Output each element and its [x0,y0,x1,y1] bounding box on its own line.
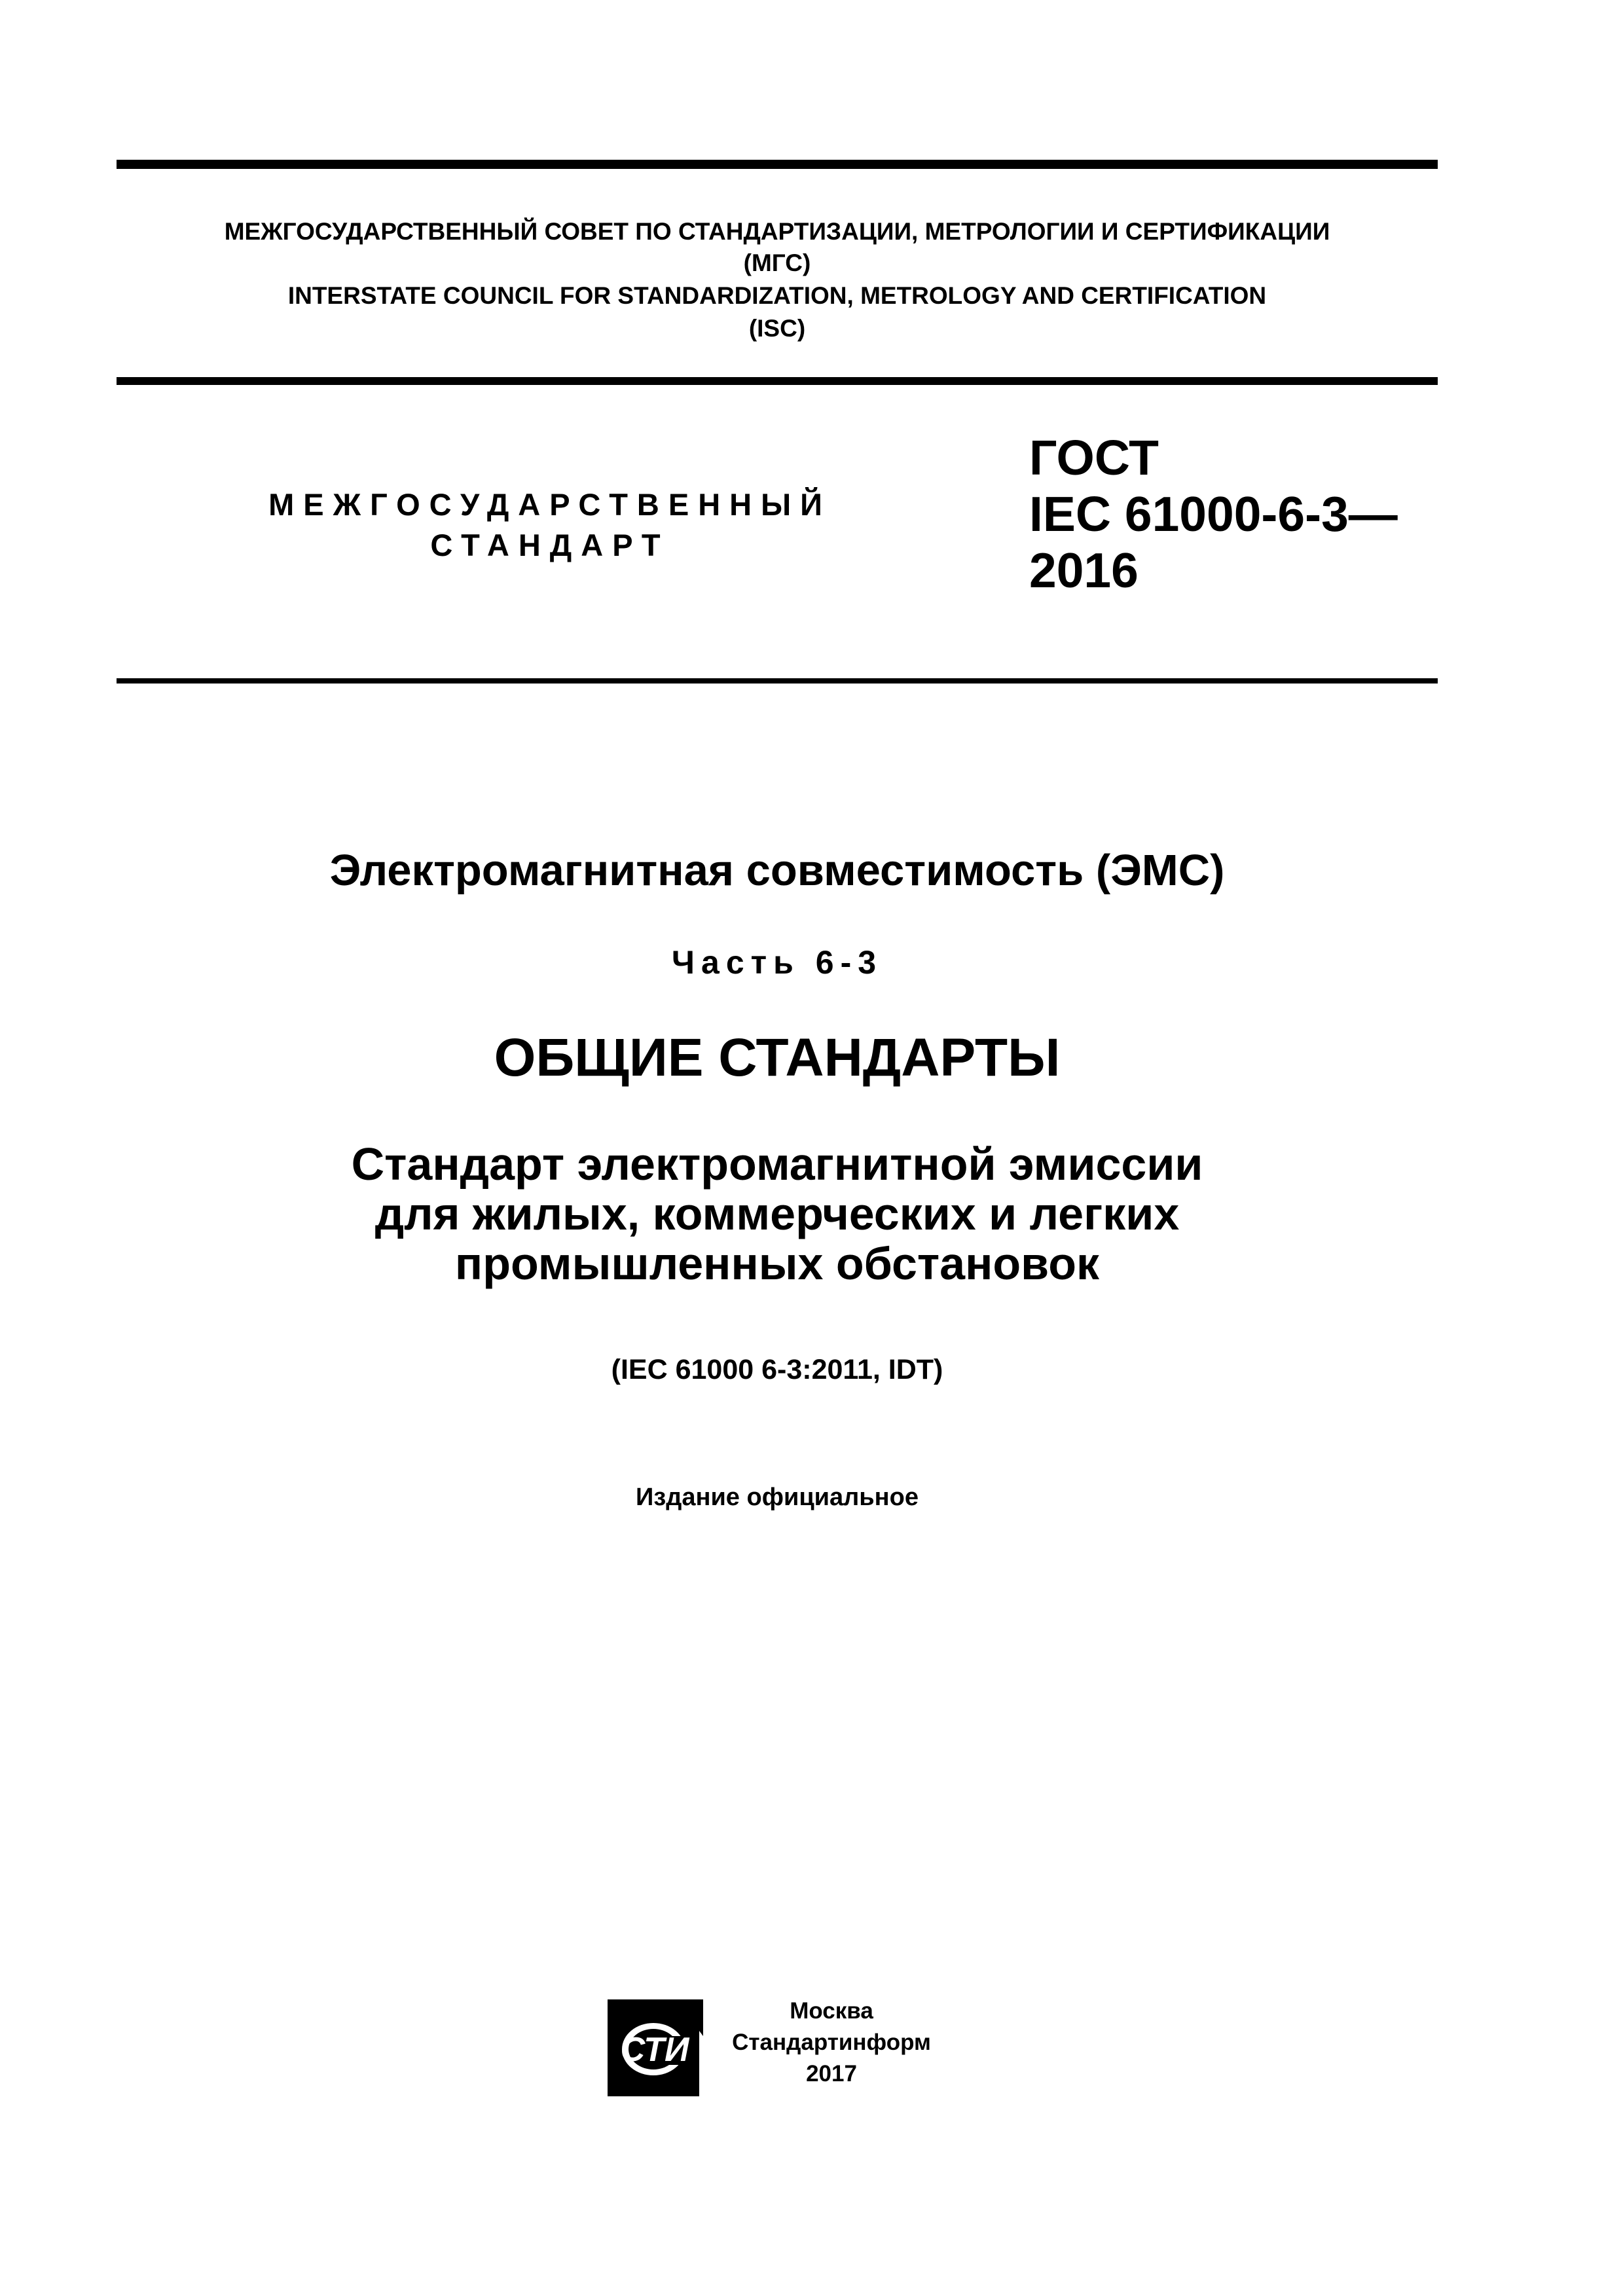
council-bottom-rule [117,377,1438,385]
council-name-en: INTERSTATE COUNCIL FOR STANDARDIZATION, METROLOGY AND CERTIFICATION [287,282,1267,309]
svg-text:СТИ: СТИ [620,2031,689,2069]
council-abbr-en: (ISC) [748,315,806,342]
designation-line3: 2016 [1029,543,1139,598]
edition-label: Издание официальное [636,1484,919,1511]
top-rule [117,160,1438,169]
document-title: Электромагнитная совместимость (ЭМС) [329,846,1225,895]
header-bottom-rule [117,678,1438,683]
publisher-year: 2017 [806,2061,857,2086]
document-subtitle-line2: для жилых, коммерческих и легких [374,1188,1180,1239]
council-abbr-ru: (МГС) [743,249,811,276]
designation-line1: ГОСТ [1029,430,1159,485]
document-part: Часть 6-3 [671,944,883,981]
document-subtitle-line1: Стандарт электромагнитной эмиссии [351,1139,1203,1190]
standartinform-logo-icon [608,1997,703,2096]
publisher-city: Москва [790,1998,873,2024]
document-title-caps: ОБЩИЕ СТАНДАРТЫ [494,1028,1061,1087]
international-reference: (IEC 61000 6-3:2011, IDT) [611,1354,943,1385]
standard-type-line1: МЕЖГОСУДАРСТВЕННЫЙ [268,487,831,522]
publisher-name: Стандартинформ [732,2030,931,2055]
publisher-block [727,1995,936,2090]
document-subtitle-line3: промышленных обстановок [454,1238,1100,1289]
designation-line2: IEC 61000-6-3— [1029,486,1398,541]
council-name-ru: МЕЖГОСУДАРСТВЕННЫЙ СОВЕТ ПО СТАНДАРТИЗАЦИИ, МЕТРОЛОГИИ И СЕРТИФИКАЦИИ [224,218,1330,245]
standard-type-line2: СТАНДАРТ [430,528,670,562]
